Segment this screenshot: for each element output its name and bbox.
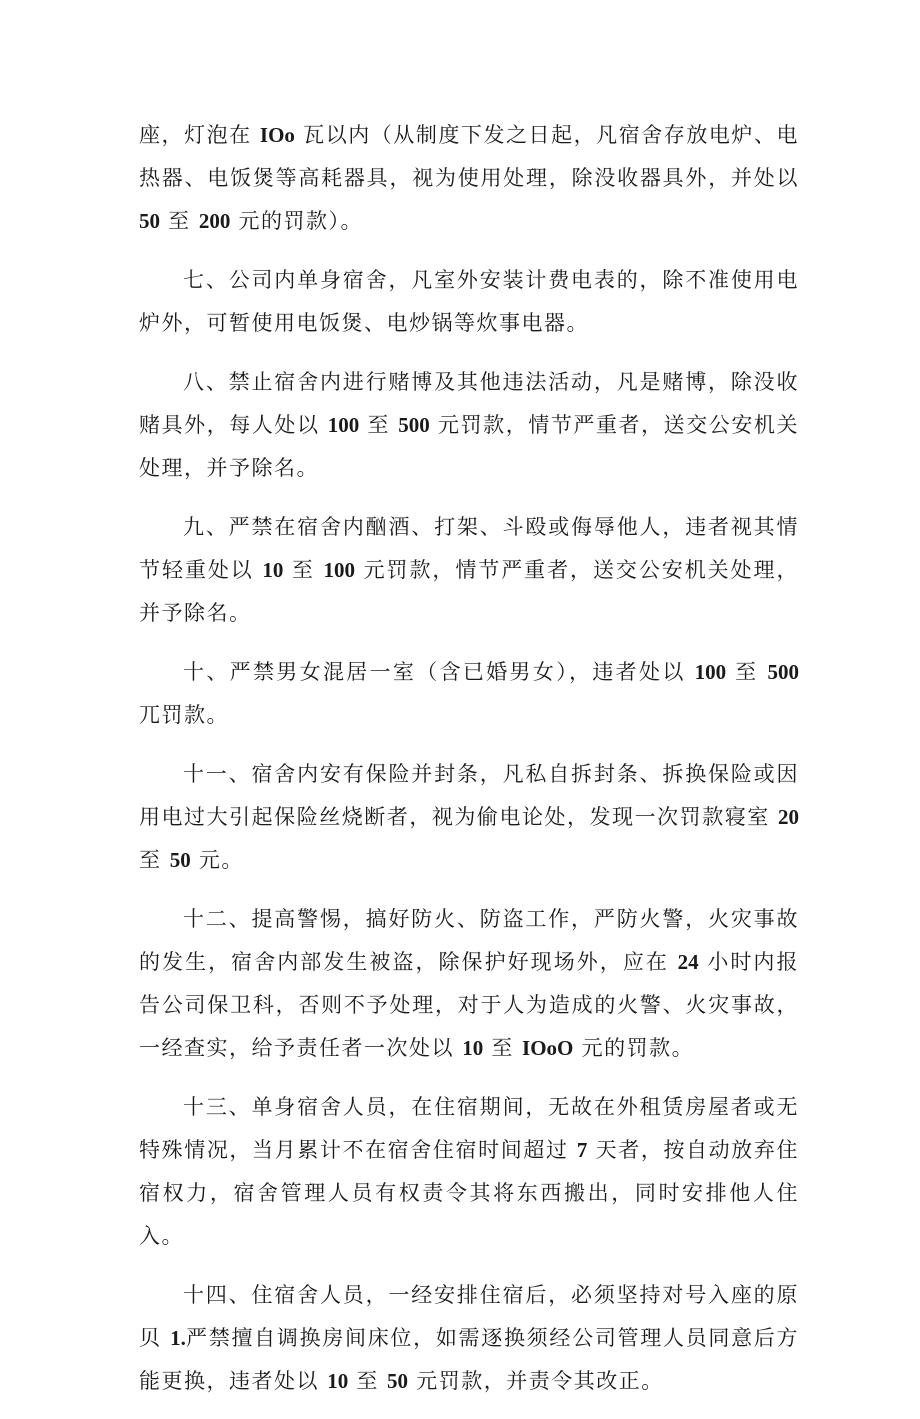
- text-run: 十二、提高警惕，搞好防火、防盗工作，严防火警，火灾事故的发生，宿舍内部发生被盗，除保护好现场外，应在: [139, 907, 799, 974]
- text-run: 座，灯泡在: [139, 123, 260, 147]
- figure-value: 7: [576, 1138, 588, 1162]
- figure-value: 10: [462, 1036, 484, 1060]
- paragraph-12: [139, 898, 799, 1070]
- text-run: 十、严禁男女混居一室（含已婚男女），违者处以: [183, 660, 695, 684]
- text-run: 十四、住宿舍人员，一经安排住宿后，必须坚持对号入座的原贝: [139, 1283, 799, 1350]
- paragraph-7: [139, 259, 799, 345]
- figure-value: 24: [677, 950, 699, 974]
- text-run: 元的罚款）。: [230, 209, 364, 233]
- figure-value: 10: [327, 1369, 349, 1393]
- text-run: 瓦以内（从制度下发之日起，凡宿舍存放电炉、电热器、电饭煲等高耗器具，视为使用处理，除没收器具外，并处以: [139, 123, 799, 190]
- figure-value: 50: [139, 209, 160, 233]
- paragraph-continued: [139, 114, 799, 243]
- figure-value: 500: [398, 413, 430, 437]
- text-run: 八、禁止宿舍内进行赌博及其他违法活动，凡是赌博，除没收赌具外，每人处以: [139, 370, 799, 437]
- figure-value: 500: [767, 660, 799, 684]
- text-run: 至: [139, 848, 170, 872]
- figure-value: IOo: [259, 123, 295, 147]
- text-run: 七、公司内单身宿舍，凡室外安装计费电表的，除不准使用电炉外，可暂使用电饭煲、电炒锅等炊事电器。: [139, 268, 799, 335]
- paragraph-11: [139, 753, 799, 882]
- figure-value: 10: [262, 558, 284, 582]
- paragraph-13: [139, 1086, 799, 1258]
- text-run: 小时内报告公司保卫科，否则不予处理，对于人为造成的火警、火灾事故，一经查实，给予责任者一次处以: [139, 950, 799, 1060]
- figure-value: 1.: [170, 1326, 186, 1350]
- text-run: 元的罚款。: [573, 1036, 695, 1060]
- text-run: 九、严禁在宿舍内酗酒、打架、斗殴或侮辱他人，违者视其情节轻重处以: [139, 515, 799, 582]
- figure-value: 50: [387, 1369, 409, 1393]
- text-run: 至: [160, 209, 199, 233]
- text-run: 至: [483, 1036, 523, 1060]
- text-run: 元罚款，情节严重者，送交公安机关处理，并予除名。: [139, 413, 799, 480]
- figure-value: 100: [694, 660, 727, 684]
- paragraph-10: [139, 651, 799, 737]
- text-run: 天者，按自动放弃住宿权力，宿舍管理人员有权责令其将东西搬出，同时安排他人住入。: [139, 1138, 799, 1248]
- figure-value: 200: [198, 209, 231, 233]
- text-run: 元。: [190, 848, 244, 872]
- text-run: 至: [283, 558, 324, 582]
- figure-value: IOoO: [522, 1036, 574, 1060]
- document-body: [139, 114, 799, 1419]
- paragraph-14: [139, 1274, 799, 1403]
- text-run: 至: [359, 413, 399, 437]
- paragraph-8: [139, 361, 799, 490]
- figure-value: 100: [327, 413, 360, 437]
- text-run: 十三、单身宿舍人员，在住宿期间，无故在外租赁房屋者或无特殊情况，当月累计不在宿舍住宿时间超过: [139, 1095, 799, 1162]
- text-run: 严禁擅自调换房间床位，如需逐换须经公司管理人员同意后方能更换，违者处以: [139, 1326, 799, 1393]
- paragraph-9: [139, 506, 799, 635]
- text-run: 十一、宿舍内安有保险并封条，凡私自拆封条、拆换保险或因用电过大引起保险丝烧断者，视为偷电论处，发现一次罚款寝室: [139, 762, 799, 829]
- text-run: 元罚款，情节严重者，送交公安机关处理，并予除名。: [139, 558, 799, 625]
- text-run: 兀罚款。: [139, 703, 229, 727]
- text-run: 元罚款，并责令其改正。: [408, 1369, 664, 1393]
- text-run: 至: [348, 1369, 388, 1393]
- figure-value: 100: [323, 558, 355, 582]
- figure-value: 50: [169, 848, 191, 872]
- figure-value: 20: [778, 805, 799, 829]
- text-run: 至: [726, 660, 768, 684]
